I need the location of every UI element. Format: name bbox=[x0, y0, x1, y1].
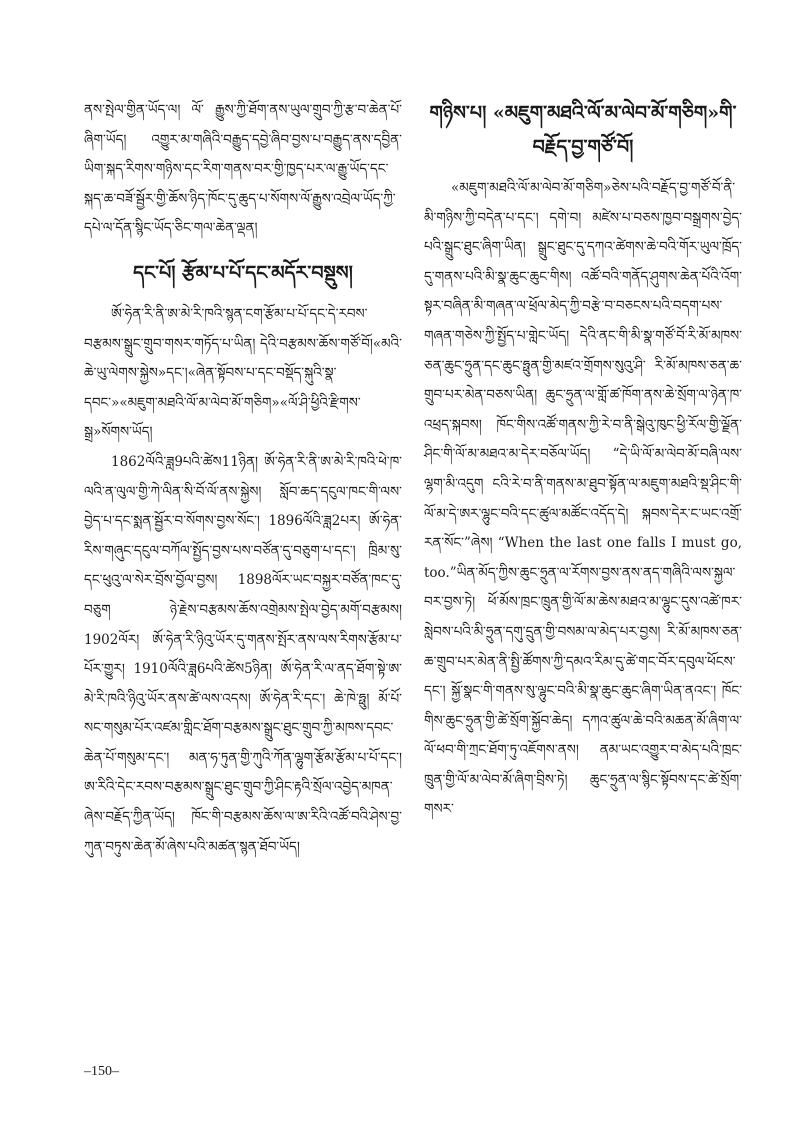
author-paragraph: ཨོ་ཧེན་རི་ནི་ཨ་མེ་རི་ཁའི་སྙན་ངག་རྩོམ་པ་པོ་དང་དེ་རབས་བརྩམས་སྒྲུང་གྲུབ་གསར་གཏོད་པ་ཡིན། དེའི་བརྩམས་ཆོས་གཙོ་བོ།«མའི་ཆེ་ཡུ་ལེགས་སྐྱེས»དང་།«ཞེན་སྟོབས་པ་དང་བསྡོད་སྐུའི་སྣ་དབང་»«མཇུག་མཐའི་ལོ་མ་ལེབ་མོ་གཅིག»«ལོ་ཤི་ཕྱིའི་རྫིགས་སྒྲ»སོགས་ཡོད། bbox=[84, 305, 402, 441]
biography-paragraph: 1862ལོའི་ཟླ9པའི་ཚེས11ཉིན། ཨོ་ཧེན་རི་ནི་ཨ་མེ་རི་ཁའི་ཕེ་ཁ་ལའི་ན་ལུལ་གྱི་ཀེ་ལིན་སི་བོ་ལོ་ནས་སྐྱེས། སློབ་ཆད་དངུལ་ཁང་གི་ལས་བྱེད་པ་དང་སྨན་སྦྱོར་བ་སོགས་བྱས་སོང་། 1896ལོའི་ཟླ2པར། ཨོ་ཧེན་རིས་གཞུང་དངུལ་བཀོལ་སྤྱོད་བྱས་པས་བཙོན་དུ་བཅུག་པ་དང་། ཁྲིམ་སུ་དང་ཕུའུ་ལ་སེར་བྲོས་བྱོལ་བྱས། 1898ལོར་ཡང་བསྐྱར་བཙོན་ཁང་དུ་བཅུག ཉེ་རྗེས་བརྩམས་ཆོས་འགྲེམས་སྤེལ་བྱེད་མགོ་བརྩམས། 1902ལོར། ཨོ་ཧེན་རི་ཉིའུ་ཡོར་དུ་གནས་སྤོར་ནས་ལས་རིགས་རྩོམ་པ་པོར་གྱུར། 1910ལོའི་ཟླ6པའི་ཚེས5ཉིན། ཨོ་ཧེན་རི་ལ་ནད་ཐོག་སྟེ་ཨ་མེ་རི་ཁའི་ཉིའུ་ཡོར་ནས་ཚེ་ལས་འདས། ཨོ་ཧེན་རི་དང་། ཆེ་ཁེ་ཧྥུ། མོ་པོ་སང་གསུམ་པོར་འཛམ་གླིང་ཐོག་བརྩམས་སྒྲུང་ཐུང་གྲུབ་ཀྱི་མཁས་དབང་ཆེན་པོ་གསུམ་དང་། མན་ཧ་ཏུན་གྱི་ཀུའི་ཀོན་ལྷུག་རྩོམ་རྩོམ་པ་པོ་དང་། ཨ་རིའི་དེང་རབས་བརྩམས་སྒྲུང་ཐུང་གྲུབ་ཀྱི་ཤིང་རྟའི་སྲོལ་འབྱེད་མཁན་ཞེས་བརྗོད་ཀྱིན་ཡོད། ཁོང་གི་བརྩམས་ཆོས་ལ་ཨ་རིའི་འཚོ་བའི་ཤེས་བྱ་ཀུན་བཏུས་ཆེན་མོ་ཞེས་པའི་མཚན་སྙན་ཐོབ་ཡོད། bbox=[84, 453, 402, 855]
intro-paragraph: ནས་སྤེལ་གྱིན་ཡོད་ལ། ལོ་ རྒྱུས་ཀྱི་ཐོག་ནས་ཡུལ་གྲུབ་ཀྱི་རྩ་བ་ཆེན་པོ་ཞིག་ཡོད། འགྱུར་མ་གཞིའི་བརྒྱུད་དབྱེ་ཞིབ་བྱས་པ་བརྒྱུད་ནས་དབྱིན་ཡིག་སྐད་རིགས་གཉིས་དང་རིག་གནས་བར་གྱི་ཁྱད་པར་ལ་རྒྱུ་ཡོད་དང་སྐད་ཆ་བཟོ་སྦྱོར་གྱི་ཆོས་ཉིད་ཁོང་དུ་ཆུད་པ་སོགས་ལོ་རྒྱུས་འབྲེལ་ཡོད་ཀྱི་དཔེ་ལ་དོན་སྙིང་ཡོད་ཅིང་གལ་ཆེན་ལྡན། bbox=[84, 102, 402, 237]
page-number: –150– bbox=[84, 1064, 119, 1079]
theme-paragraph: «མཇུག་མཐའི་ལོ་མ་ལེབ་མོ་གཅིག»ཅེས་པའི་བརྗོད་བྱ་གཙོ་བོ་ནི་མི་གཉིས་ཀྱི་བདེན་པ་དང་། དགེ་བ། མཛེས་པ་བཅས་ཁྱབ་བསྒྲགས་བྱེད་པའི་སྒྲུང་ཐུང་ཞིག་ཡིན། སྒྲུང་ཐུང་དུ་དཀའ་ཚེགས་ཆེ་བའི་གོར་ཡུལ་ཁྲོད་དུ་གནས་པའི་མི་སྣ་ཆུང་ཆུང་གིས། འཚོ་བའི་གནོད་ཤུགས་ཆེན་པོའི་འོག་སྟར་བཞིན་མི་གཞན་ལ་ཕྲོལ་མེད་ཀྱི་བརྩེ་བ་བཅངས་པའི་བདག་པས་གཞན་གཅེས་ཀྱི་སྤྱོད་པ་གླེང་ཡོད། དེའི་ནང་གི་མི་སྣ་གཙོ་བོ་རི་མོ་མཁས་ཅན་ཆུང་ཧྲུན་དང་ཆུང་ཧྥུན་གྱི་མཛའ་གྲོགས་སུའུ་ཤི་ རི་མོ་མཁས་ཅན་ཆ་གྲུབ་པར་མེན་བཅས་ཡིན། ཆུང་ཧྲུན་ལ་གློ་ཚ་ཁོག་ནས་ཆེ་སྲོག་ལ་ཉེན་ཁ་འཕྲད་སྐབས། ཁོང་གིས་འཚོ་གནས་ཀྱི་རེ་བ་ནི་སྒེའུ་ཁུང་ཕྱི་རོལ་གྱི་ལྗོན་ཤིང་གི་ལོ་མ་མཐའ་མ་དེར་བཅོལ་ཡོད། “དེ་ཡི་ལོ་མ་ལེབ་མོ་བཞི་ལས་ལྷག་མི་འདུག ངའི་རེ་བ་ནི་གནས་མ་ཐུབ་སྟོན་ལ་མཇུག་མཐའི་སྡ་ཤིང་གི་ལོ་མ་དེ་ཨར་ལྷུང་བའི་དང་ཚུལ་མཚོང་འདོད་དེ། སྐབས་དེར་ང་ཡང་འགྲོ་རན་སོང་”ཞེས། “When the last one falls I must go, too.”ཡིན་མོད་ཀྱིས་ཆུང་ཧྲུན་ལ་རོགས་བྱས་ནས་ནད་གཞིའི་ལས་སྐྱལ་བར་བྱས་ཏེ། ཕོ་མོས་ཁྲང་ཁྲུན་གྱི་ལོ་མ་ཆེས་མཐའ་མ་ལྷུང་དུས་འཚེ་ཁར་སླེབས་པའི་མི་ཧྲུན་དགུ་དྲུན་གྱི་བསམ་ལ་མེད་པར་བྱས། རི་མོ་མཁས་ཅན་ཆ་གྲུབ་པར་མེན་ནི་སྤྱི་ཚོགས་ཀྱི་དམའ་རིམ་དུ་ཚེ་གང་བོར་དབུལ་ཕོངས་དང་། སྐྱོ་སྣང་གི་གནས་སུ་ལྷུང་བའི་མི་སྣ་ཆུང་ཆུང་ཞིག་ཡིན་ནའང་། ཁོང་གིས་ཆུང་ཧྲུན་གྱི་ཚེ་སྲོག་སྐྱོབ་ཆེད། དཀའ་ཚུལ་ཆེ་བའི་མཆན་མོ་ཞིག་ལ་ལོ་ཕབ་གི་ཀྲང་ཐོག་ཏུ་འཇོགས་ནས། ནམ་ཡང་འགྱུར་བ་མེད་པའི་ཁྲང་ཁྲུན་གྱི་ལོ་མ་ལེབ་མོ་ཞིག་བྲིས་ཏེ། ཆུང་ཧྲུན་ལ་སྙིང་སྟོབས་དང་ཚེ་སྲོག་གསར་ bbox=[424, 180, 742, 818]
right-column bbox=[424, 96, 742, 825]
section-heading-author: དང་པོ། རྩོམ་པ་པོ་དང་མདོར་བསྡུས། bbox=[133, 261, 353, 284]
section-heading-theme: གཉིས་པ། «མཇུག་མཐའི་ལོ་མ་ལེབ་མོ་གཅིག»གི་བརྗོད་བྱ་གཙོ་བོ། bbox=[429, 102, 737, 158]
left-column bbox=[84, 96, 402, 862]
